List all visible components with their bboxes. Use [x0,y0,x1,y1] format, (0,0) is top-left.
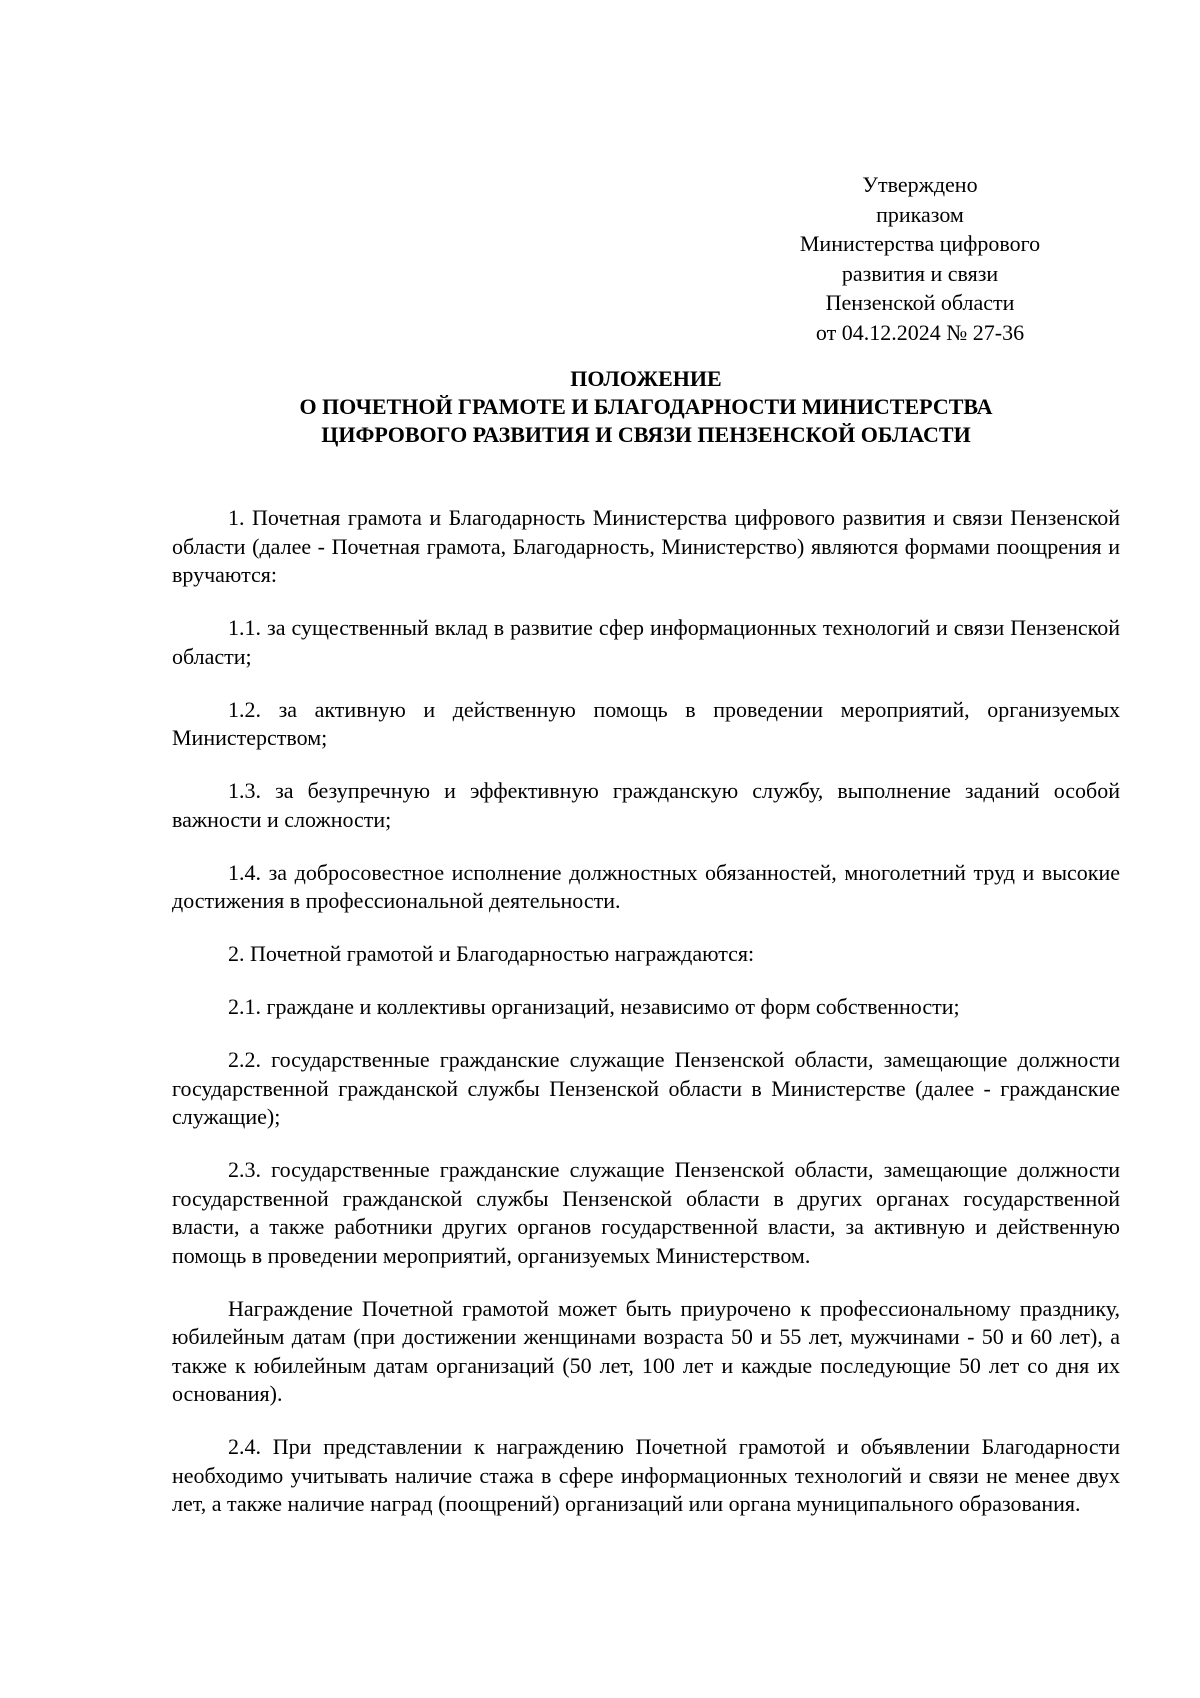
title-line: О ПОЧЕТНОЙ ГРАМОТЕ И БЛАГОДАРНОСТИ МИНИСТЕРСТВА [299,394,993,419]
approval-line: от 04.12.2024 № 27-36 [815,319,1025,345]
paragraph: 2.4. При представлении к награждению Почетной грамотой и объявлении Благодарности необходимо учитывать наличие стажа в сфере информационных технологий и связи не менее двух лет, а также наличие наград (поощрений) организаций или органа муниципального образования. [172,1434,1120,1516]
approval-line: развития и связи [841,260,999,286]
paragraph: 1.4. за добросовестное исполнение должностных обязанностей, многолетний труд и высокие достижения в профессиональной деятельности. [172,859,1120,913]
paragraph: 1.1. за существенный вклад в развитие сфер информационных технологий и связи Пензенской области; [172,615,1120,669]
document-body [172,504,1120,1543]
approval-stamp [780,170,1060,347]
approval-line: Утверждено [862,172,978,197]
document-title [172,365,1120,449]
paragraph: 1. Почетная грамота и Благодарность Министерства цифрового развития и связи Пензенской области (далее - Почетная грамота, Благодарность, Министерство) являются формами поощрения и вручаются: [172,505,1120,587]
paragraph: 1.2. за активную и действенную помощь в проведении мероприятий, организуемых Министерством; [172,696,1120,750]
approval-line: Министерства цифрового [799,231,1041,256]
approval-line: Пензенской области [825,290,1015,315]
paragraph: 2.2. государственные гражданские служащие Пензенской области, замещающие должности государственной гражданской службы Пензенской области в Министерстве (далее - гражданские служащие); [172,1047,1120,1129]
title-line: ПОЛОЖЕНИЕ [570,366,722,391]
title-line: ЦИФРОВОГО РАЗВИТИЯ И СВЯЗИ ПЕНЗЕНСКОЙ ОБЛАСТИ [321,422,971,447]
paragraph: 2. Почетной грамотой и Благодарностью награждаются: [228,941,755,966]
paragraph: 1.3. за безупречную и эффективную гражданскую службу, выполнение заданий особой важности и сложности; [172,778,1120,832]
approval-line: приказом [876,201,964,227]
paragraph: 2.1. граждане и коллективы организаций, независимо от форм собственности; [228,994,960,1019]
paragraph: 2.3. государственные гражданские служащие Пензенской области, замещающие должности государственной гражданской службы Пензенской области в других органах государственной власти, а также работники других органов государственной власти, за активную и действенную помощь в проведении мероприятий, организуемых Министерством. [172,1157,1120,1268]
paragraph: Награждение Почетной грамотой может быть приурочено к профессиональному празднику, юбилейным датам (при достижении женщинами возраста 50 и 55 лет, мужчинами - 50 и 60 лет), а также к юбилейным датам организаций (50 лет, 100 лет и каждые последующие 50 лет со дня их основания). [172,1295,1120,1406]
